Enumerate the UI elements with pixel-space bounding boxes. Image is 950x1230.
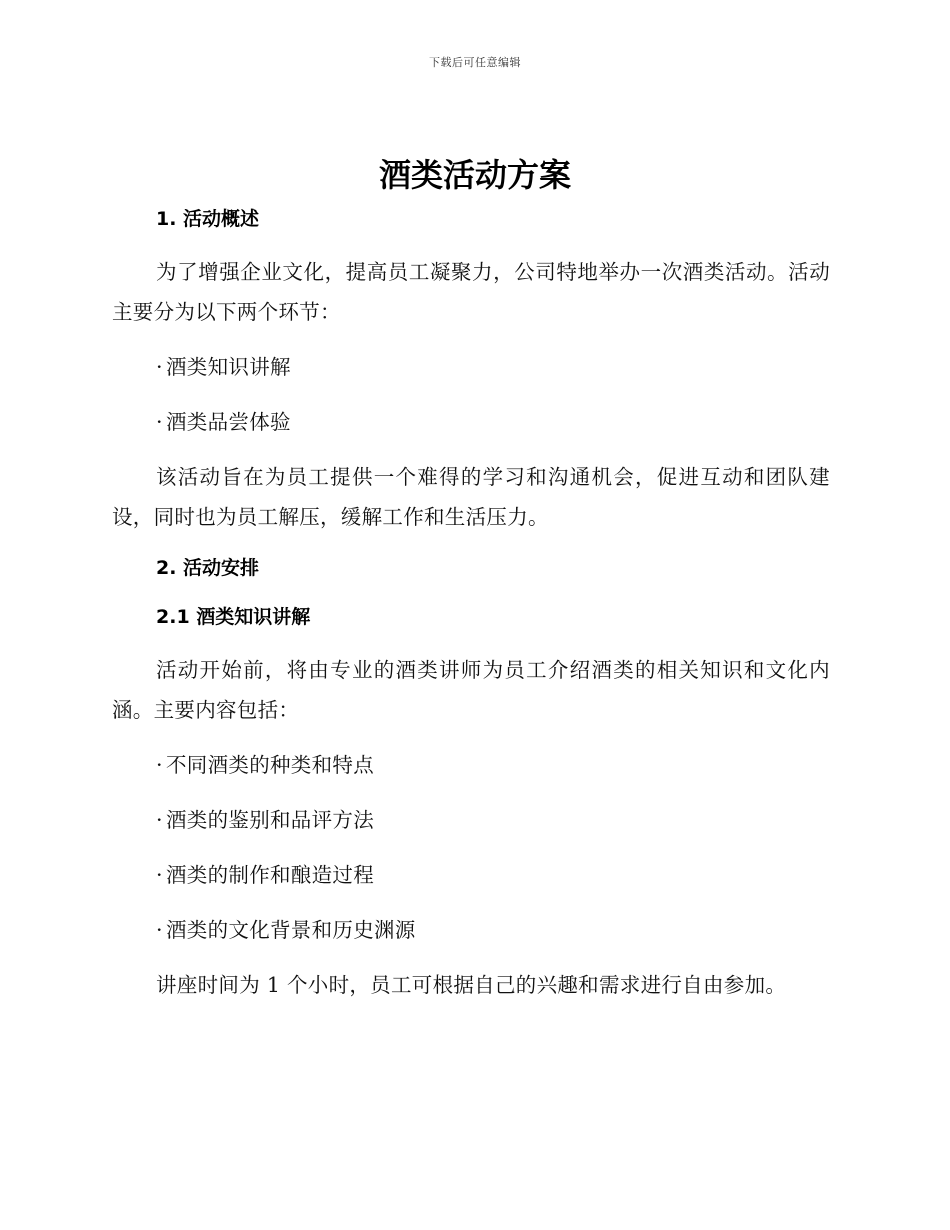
paragraph-overview-intro: 为了增强企业文化，提高员工凝聚力，公司特地举办一次酒类活动。活动主要分为以下两个环节： [112,260,830,324]
bullet-dot: · [156,918,163,942]
bullet-dot: · [156,753,163,777]
bullet-dot: · [156,808,163,832]
list-item-text: 不同酒类的种类和特点 [166,753,374,777]
paragraph-overview-closing: 该活动旨在为员工提供一个难得的学习和沟通机会，促进互动和团队建设，同时也为员工解压，缓解工作和生活压力。 [112,465,830,529]
document-title: 酒类活动方案 [378,156,571,194]
list-item [112,745,830,785]
list-item [112,800,830,840]
bullet-dot: · [156,863,163,887]
list-item-text: 酒类品尝体验 [166,410,291,434]
list-item [112,402,830,442]
list-item-text: 酒类的文化背景和历史渊源 [166,918,416,942]
list-item [112,910,830,950]
header-note: 下载后可任意编辑 [429,56,521,69]
list-item-text: 酒类的鉴别和品评方法 [166,808,374,832]
bullet-dot: · [156,410,163,434]
paragraph-knowledge-intro: 活动开始前，将由专业的酒类讲师为员工介绍酒类的相关知识和文化内涵。主要内容包括： [112,658,830,722]
list-item-text: 酒类知识讲解 [166,355,291,379]
list-item [112,855,830,895]
subsection-heading-knowledge: 2.1 酒类知识讲解 [156,606,311,628]
document-body [112,203,830,1005]
paragraph-knowledge-closing: 讲座时间为 1 个小时，员工可根据自己的兴趣和需求进行自由参加。 [156,973,787,997]
section-heading-arrangement: 2. 活动安排 [156,557,260,579]
list-item [112,347,830,387]
bullet-dot: · [156,355,163,379]
section-heading-overview: 1. 活动概述 [156,208,260,230]
list-item-text: 酒类的制作和酿造过程 [166,863,374,887]
